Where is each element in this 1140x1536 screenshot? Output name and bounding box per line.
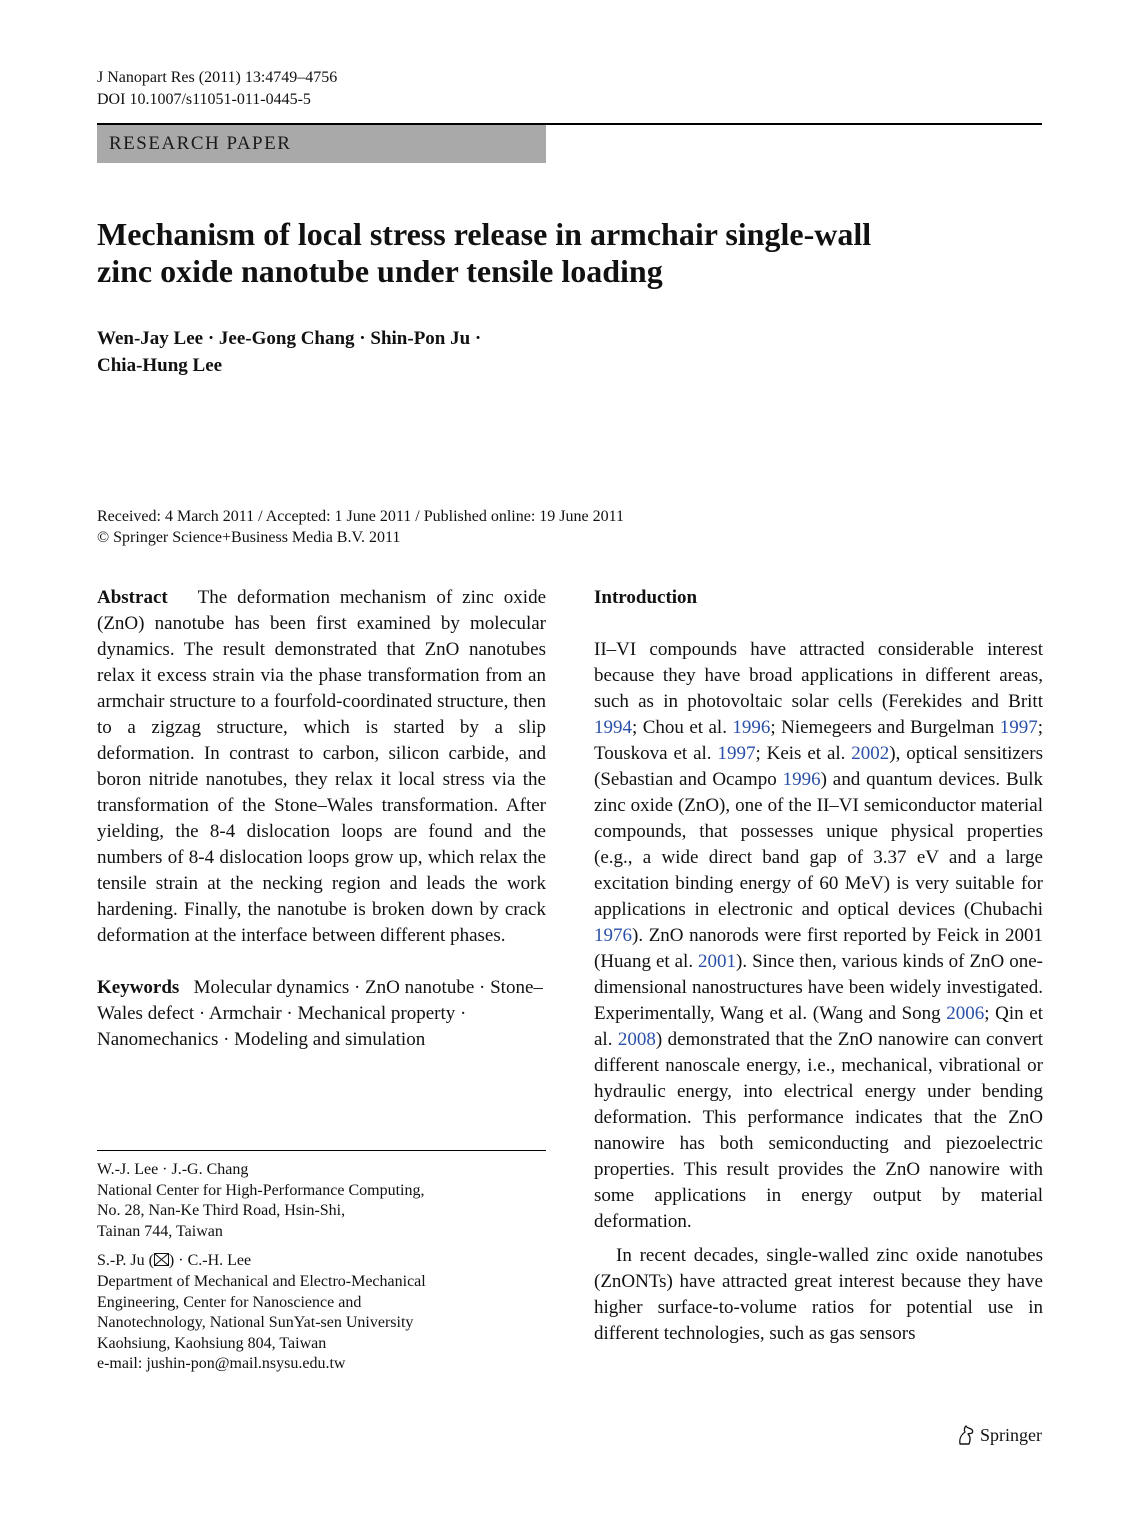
citation-link[interactable]: 2001 — [698, 951, 737, 972]
text-run: ; Keis et al. — [755, 743, 852, 764]
journal-line: J Nanopart Res (2011) 13:4749–4756 — [97, 69, 338, 86]
dates-line: Received: 4 March 2011 / Accepted: 1 June 2011 / Published online: 19 June 2011 — [97, 508, 625, 525]
text-run: ) and quantum devices. Bulk zinc oxide (ZnO), one of the II–VI semiconductor material compounds, that possesses unique physical properties (e.g., a wide direct band gap of 3.37 eV and a large excitation binding energy of 60 MeV) is very suitable for applications in electronic and optical devices (Chubachi — [594, 769, 1043, 920]
text-run: ; Niemegeers and Burgelman — [770, 717, 1000, 738]
abstract — [97, 585, 546, 949]
left-column — [97, 585, 546, 1053]
journal-citation — [97, 67, 337, 111]
citation-link[interactable]: 1996 — [782, 769, 821, 790]
springer-horse-icon — [956, 1424, 976, 1446]
citation-link[interactable]: 1997 — [999, 717, 1038, 738]
aff1-names: W.-J. Lee · J.-G. Chang — [97, 1161, 249, 1178]
keywords-label: Keywords — [97, 977, 180, 998]
introduction-heading: Introduction — [594, 587, 698, 608]
text-run: ; Chou et al. — [632, 717, 733, 738]
aff1-line: Tainan 744, Taiwan — [97, 1222, 223, 1240]
aff2-names-post: ) · C.-H. Lee — [168, 1252, 252, 1270]
corresponding-email[interactable]: e-mail: jushin-pon@mail.nsysu.edu.tw — [97, 1355, 346, 1373]
right-column — [594, 585, 1043, 1347]
aff2-line: Nanotechnology, National SunYat-sen University — [97, 1314, 414, 1332]
text-run: II–VI compounds have attracted considerable interest because they have broad applications in different areas, such as in photovoltaic solar cells (Ferekides and Britt — [594, 639, 1043, 712]
affiliations — [97, 1160, 546, 1384]
envelope-icon — [154, 1253, 169, 1266]
text-run: ; Touskova et al. — [594, 717, 1043, 764]
intro-paragraph-1 — [594, 637, 1043, 1235]
text-run: ; Qin et al. — [594, 1003, 1043, 1050]
abstract-text: The deformation mechanism of zinc oxide (ZnO) nanotube has been first examined by molecular dynamics. The result demonstrated that ZnO nanotubes relax it excess strain via the phase transformation from an armchair structure to a fourfold-coordinated structure, then to a zigzag structure, which is started by a slip deformation. In contrast to carbon, silicon carbide, and boron nitride nanotubes, they relax it local stress via the transformation of the Stone–Wales transformation. After yielding, the 8-4 dislocation loops are found and the numbers of 8-4 dislocation loops grow up, which relax the tensile strain at the necking region and leads the work hardening. Finally, the nanotube is broken down by crack deformation at the interface between different phases. — [97, 587, 546, 946]
affiliation-rule — [97, 1150, 546, 1151]
citation-link[interactable]: 1997 — [717, 743, 756, 764]
aff2-line: Engineering, Center for Nanoscience and — [97, 1293, 362, 1311]
citation-link[interactable]: 1976 — [594, 925, 632, 946]
citation-link[interactable]: 2002 — [851, 743, 890, 764]
authors-line-2: Chia-Hung Lee — [97, 355, 223, 376]
citation-link[interactable]: 2006 — [946, 1003, 985, 1024]
intro-paragraph-2: In recent decades, single-walled zinc oxide nanotubes (ZnONTs) have attracted great interest because they have higher surface-to-volume ratios for potential use in different technologies, such as gas sensors — [594, 1245, 1043, 1344]
aff2-names-pre: S.-P. Ju ( — [97, 1252, 154, 1270]
section-tag: RESEARCH PAPER — [97, 125, 546, 163]
publisher-name: Springer — [980, 1424, 1042, 1445]
paper-title — [97, 216, 997, 290]
title-line-1: Mechanism of local stress release in armchair single-wall — [97, 216, 872, 252]
keywords — [97, 975, 546, 1053]
authors-line-1: Wen-Jay Lee · Jee-Gong Chang · Shin-Pon Ju · — [97, 328, 482, 349]
text-run: ). ZnO nanorods were first reported by Feick in 2001 (Huang et al. — [594, 925, 1043, 972]
doi-line: DOI 10.1007/s11051-011-0445-5 — [97, 91, 311, 108]
text-run: ) demonstrated that the ZnO nanowire can convert different nanoscale energy, i.e., mechanical, vibrational or hydraulic energy, into electrical energy under bending deformation. This performance indicates that the ZnO nanowire has both semiconducting and piezoelectric properties. This result provides the ZnO nanowire with some applications in energy output by material deformation. — [594, 1029, 1043, 1232]
aff1-line: National Center for High-Performance Computing, — [97, 1181, 425, 1199]
author-list — [97, 325, 557, 379]
text-run: ), optical sensitizers (Sebastian and Ocampo — [594, 743, 1043, 790]
affiliation-1 — [97, 1160, 546, 1242]
abstract-label: Abstract — [97, 587, 168, 608]
springer-logo — [956, 1424, 1042, 1446]
citation-link[interactable]: 1994 — [594, 717, 632, 738]
aff2-line: Department of Mechanical and Electro-Mechanical — [97, 1272, 426, 1290]
citation-link[interactable]: 1996 — [732, 717, 771, 738]
copyright-line: © Springer Science+Business Media B.V. 2011 — [97, 529, 401, 546]
publication-history — [97, 506, 624, 548]
aff1-line: No. 28, Nan-Ke Third Road, Hsin-Shi, — [97, 1202, 346, 1220]
aff2-line: Kaohsiung, Kaohsiung 804, Taiwan — [97, 1334, 327, 1352]
affiliation-2 — [97, 1251, 546, 1375]
keywords-text: Molecular dynamics · ZnO nanotube · Stone–Wales defect · Armchair · Mechanical property · Nanomechanics · Modeling and simulation — [97, 977, 543, 1050]
citation-link[interactable]: 2008 — [617, 1029, 656, 1050]
title-line-2: zinc oxide nanotube under tensile loading — [97, 253, 663, 289]
text-run: ). Since then, various kinds of ZnO one-dimensional nanostructures have been widely investigated. Experimentally, Wang et al. (Wang and Song — [594, 951, 1043, 1024]
